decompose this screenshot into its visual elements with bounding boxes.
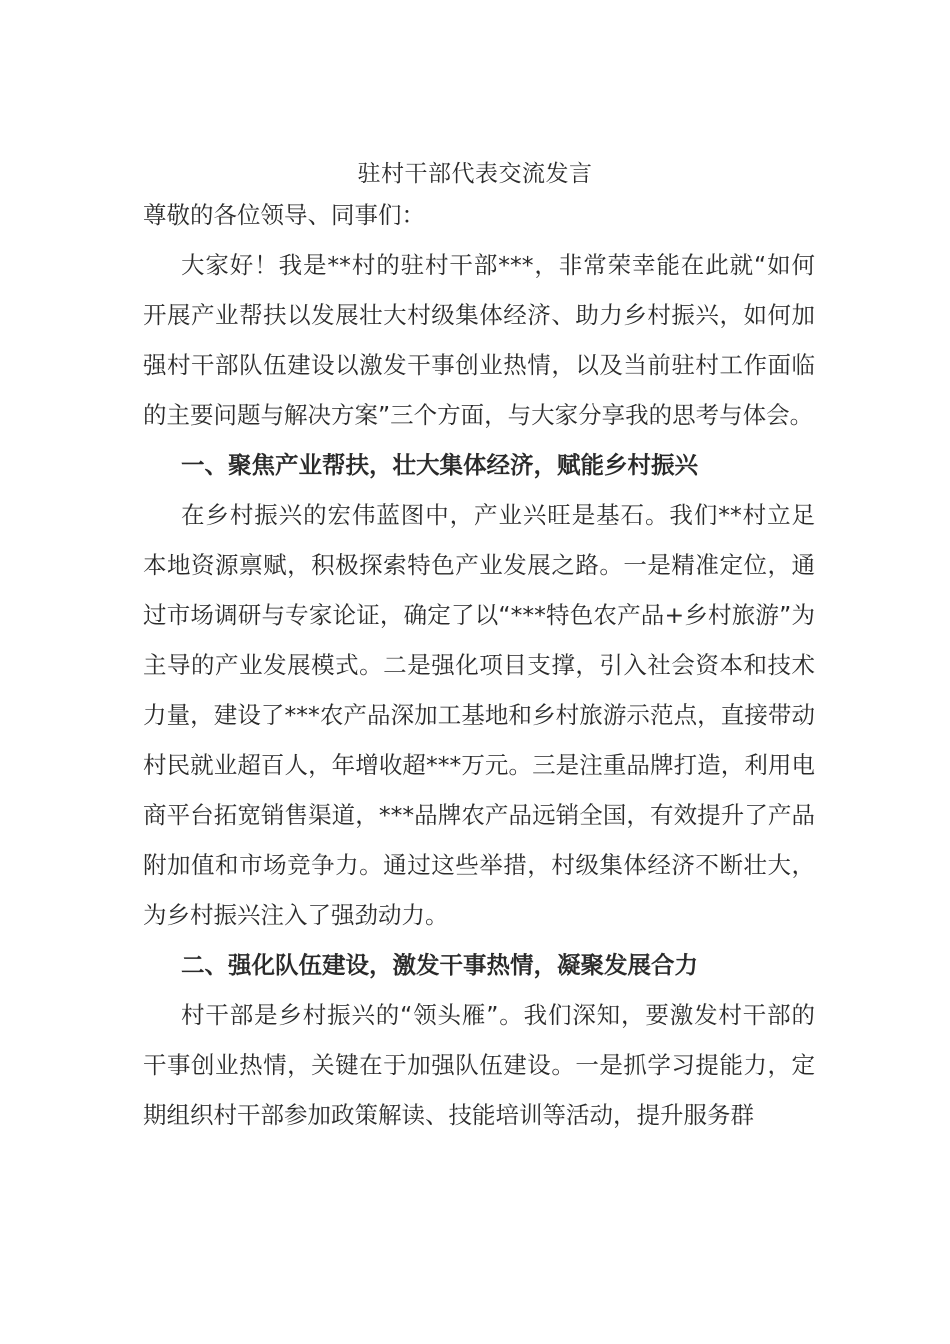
section-1-paragraph: 在乡村振兴的宏伟蓝图中，产业兴旺是基石。我们**村立足本地资源禀赋，积极探索特色产业发展之路。一是精准定位，通过市场调研与专家论证，确定了以“***特色农产品+乡村旅游”为主导的产业发展模式。二是强化项目支撑，引入社会资本和技术力量，建设了***农产品深加工基地和乡村旅游示范点，直接带动村民就业超百人，年增收超***万元。三是注重品牌打造，利用电商平台拓宽销售渠道，***品牌农产品远销全国，有效提升了产品附加值和市场竞争力。通过这些举措，村级集体经济不断壮大，为乡村振兴注入了强劲动力。 [143,501,815,929]
salutation: 尊敬的各位领导、同事们： [143,201,425,229]
section-1-heading: 一、聚焦产业帮扶，壮大集体经济，赋能乡村振兴 [181,451,698,479]
intro-paragraph: 大家好！我是**村的驻村干部***，非常荣幸能在此就“如何开展产业帮扶以发展壮大村级集体经济、助力乡村振兴，如何加强村干部队伍建设以激发干事创业热情，以及当前驻村工作面临的主要问题与解决方案”三个方面，与大家分享我的思考与体会。 [143,251,815,429]
section-2-heading: 二、强化队伍建设，激发干事热情，凝聚发展合力 [181,951,698,979]
section-2-paragraph: 村干部是乡村振兴的“领头雁”。我们深知，要激发村干部的干事创业热情，关键在于加强队伍建设。一是抓学习提能力，定期组织村干部参加政策解读、技能培训等活动，提升服务群 [143,1001,815,1129]
document-title: 驻村干部代表交流发言 [357,161,593,187]
document-body [143,190,815,1140]
